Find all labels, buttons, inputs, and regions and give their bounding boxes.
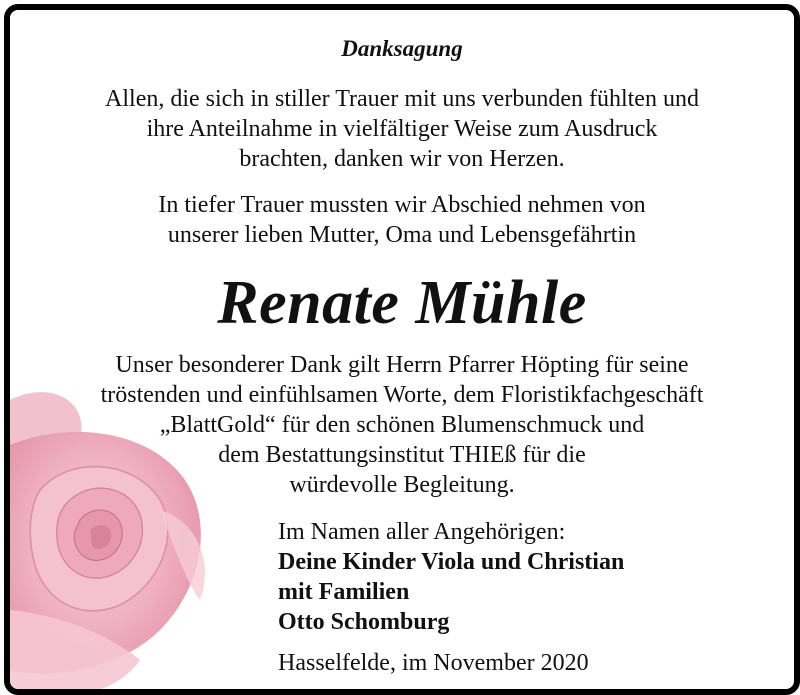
heading: Danksagung [341,36,463,61]
place-date: Hasselfelde, im November 2020 [278,650,589,676]
signature-name: mit Familien [278,579,410,605]
farewell-line: unserer lieben Mutter, Oma und Lebensgefährtin [167,222,637,248]
thanks-line: dem Bestattungsinstitut THIEß für die [218,442,586,468]
obituary-notice [4,4,800,695]
thanks-line: tröstenden und einfühlsamen Worte, dem Floristikfachgeschäft [100,382,704,408]
signature-name: Otto Schomburg [278,609,450,635]
thanks-line: würdevolle Begleitung. [289,472,515,498]
signature-name: Deine Kinder Viola und Christian [278,549,625,575]
thanks-line: Unser besonderer Dank gilt Herrn Pfarrer Höpting für seine [115,352,689,378]
intro-line: brachten, danken wir von Herzen. [239,146,565,172]
thanks-line: „BlattGold“ für den schönen Blumenschmuck und [159,412,645,438]
intro-line: Allen, die sich in stiller Trauer mit uns verbunden fühlten und [105,86,699,112]
signature-intro: Im Namen aller Angehörigen: [278,519,566,545]
intro-line: ihre Anteilnahme in vielfältiger Weise zum Ausdruck [146,116,658,142]
deceased-name: Renate Mühle [217,269,587,337]
farewell-line: In tiefer Trauer mussten wir Abschied nehmen von [158,192,646,218]
